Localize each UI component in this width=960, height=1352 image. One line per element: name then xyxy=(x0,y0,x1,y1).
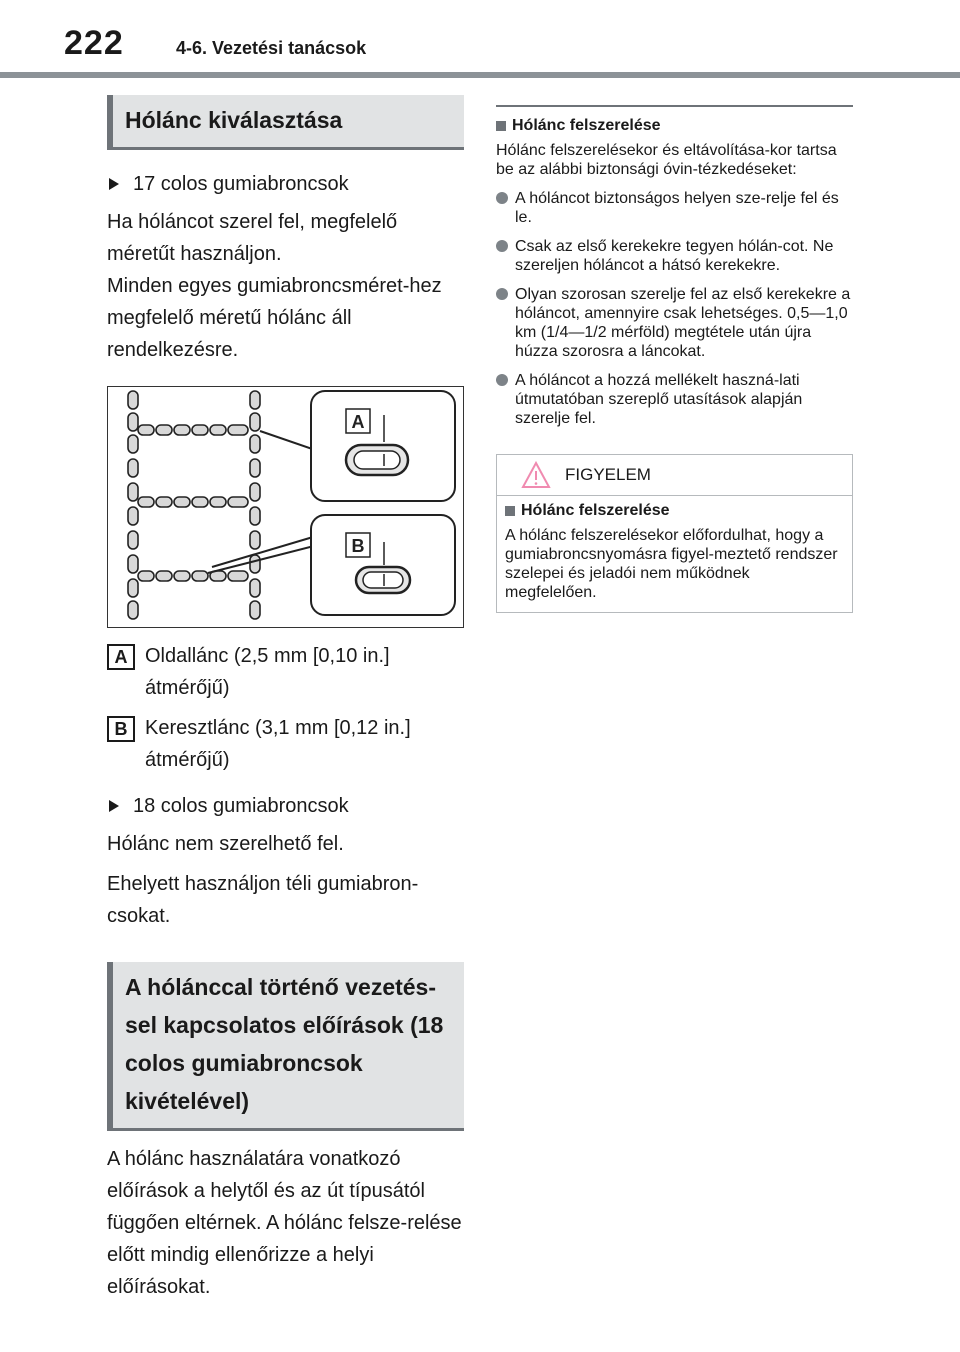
right-top-rule xyxy=(496,105,853,107)
para-winter-tires: Ehelyett használjon téli gumiabron-csokat. xyxy=(107,873,419,927)
circle-bullet-icon xyxy=(496,240,508,252)
heading-chain-selection: Hólánc kiválasztása xyxy=(107,95,464,150)
warning-notice-body xyxy=(497,496,852,612)
page-header xyxy=(0,0,960,72)
header-rule xyxy=(0,72,960,78)
snow-chain-figure xyxy=(107,386,464,628)
bullet-17-inch-text: 17 colos gumiabroncsok xyxy=(133,173,349,195)
snow-chain-illustration xyxy=(108,387,463,627)
warning-notice-header xyxy=(497,455,852,496)
cross-chain-3 xyxy=(138,571,248,581)
left-column xyxy=(107,95,464,1303)
page-number: 222 xyxy=(64,24,124,62)
square-bullet-icon xyxy=(505,506,515,516)
para-not-installable: Hólánc nem szerelhető fel. xyxy=(107,833,344,855)
warning-triangle-icon xyxy=(521,461,551,489)
installation-intro: Hólánc felszerelésekor és eltávolítása-kor tartsa be az alábbi biztonsági óvin-tézkedéseket: xyxy=(496,142,837,178)
legend-text-a: Oldallánc (2,5 mm [0,10 in.] átmérőjű) xyxy=(145,645,390,699)
subhead-installation-text: Hólánc felszerelése xyxy=(512,117,661,134)
para-availability: Minden egyes gumiabroncsméret-hez megfelelő méretű hólánc áll rendelkezésre. xyxy=(107,275,442,361)
precaution-text: Csak az első kerekekre tegyen hólán-cot. Ne szereljen hóláncot a hátsó kerekekre. xyxy=(515,238,834,274)
bullet-18-inch xyxy=(107,790,464,822)
circle-bullet-icon xyxy=(496,192,508,204)
legend-item-b xyxy=(107,712,464,776)
legend-text-b: Keresztlánc (3,1 mm [0,12 in.] átmérőjű) xyxy=(145,717,411,771)
cross-chain-1 xyxy=(138,425,248,435)
precaution-item xyxy=(496,285,853,361)
precaution-item xyxy=(496,189,853,227)
subhead-installation xyxy=(496,115,853,137)
circle-bullet-icon xyxy=(496,374,508,386)
triangle-bullet-icon xyxy=(109,800,119,812)
triangle-bullet-icon xyxy=(109,178,119,190)
bullet-17-inch xyxy=(107,168,464,200)
side-chain-left xyxy=(128,391,138,619)
legend-key-a: A xyxy=(107,644,135,670)
legend-key-b: B xyxy=(107,716,135,742)
notice-subhead-text: Hólánc felszerelése xyxy=(521,502,670,519)
notice-body-text: A hólánc felszerelésekor előfordulhat, hogy a gumiabroncsnyomásra figyel-meztető rendszer szelepei és jeladói nem működnek megfelelően. xyxy=(505,527,838,601)
figure-label-b-text: B xyxy=(351,536,365,556)
precaution-item xyxy=(496,237,853,275)
bullet-18-inch-text: 18 colos gumiabroncsok xyxy=(133,795,349,817)
callout-b xyxy=(311,515,455,615)
heading-driving-regulations: A hólánccal történő vezetés-sel kapcsolatos előírások (18 colos gumiabroncsok kivételével) xyxy=(107,962,464,1131)
para-regulations: A hólánc használatára vonatkozó előírások a helytől és az út típusától függően eltérnek. A hólánc felsze-relése előtt mindig ellenőrizze a helyi előírásokat. xyxy=(107,1148,462,1298)
figure-label-a xyxy=(346,409,370,433)
legend-item-a xyxy=(107,640,464,704)
precaution-text: A hóláncot a hozzá mellékelt haszná-lati útmutatóban szereplő utasítások alapján szerelje fel. xyxy=(515,372,803,427)
right-column xyxy=(496,95,853,613)
precaution-item xyxy=(496,371,853,428)
warning-title: FIGYELEM xyxy=(565,465,651,484)
precaution-text: Olyan szorosan szerelje fel az első kerekekre a hóláncot, amennyire csak lehetséges. 0,5—1,0 km (1/4—1/2 mérföld) megtétele után újra húzza szorosra a láncokat. xyxy=(515,286,851,360)
side-chain-right xyxy=(250,391,260,619)
figure-label-a-text: A xyxy=(351,412,365,432)
section-title: 4-6. Vezetési tanácsok xyxy=(176,38,367,58)
figure-label-b xyxy=(346,533,370,557)
cross-chain-2 xyxy=(138,497,248,507)
precaution-text: A hóláncot biztonságos helyen sze-relje fel és le. xyxy=(515,190,839,226)
notice-subhead xyxy=(505,500,842,522)
warning-notice xyxy=(496,454,853,613)
square-bullet-icon xyxy=(496,121,506,131)
para-size-advice: Ha hóláncot szerel fel, megfelelő méretűt használjon. xyxy=(107,211,398,265)
circle-bullet-icon xyxy=(496,288,508,300)
